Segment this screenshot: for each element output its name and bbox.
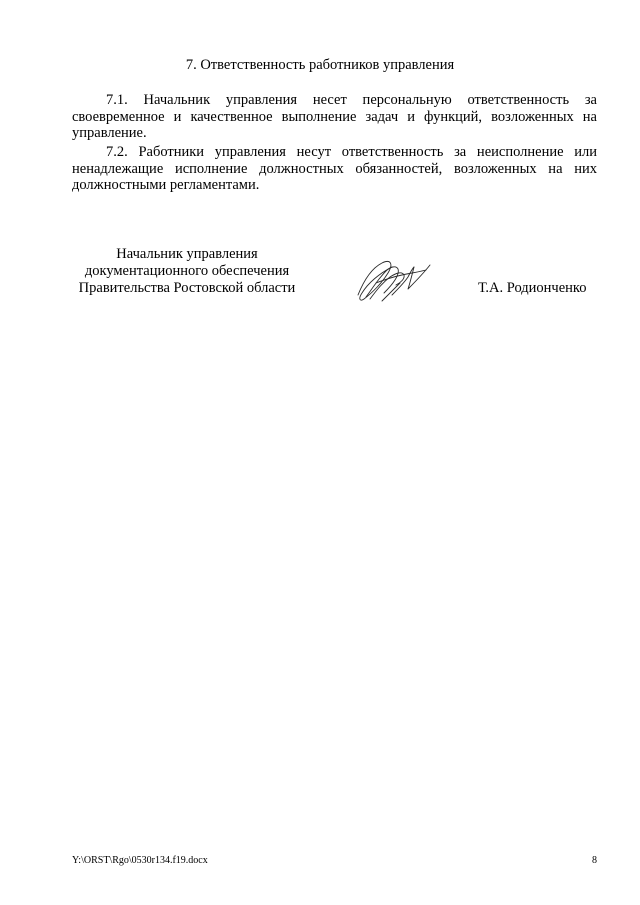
signer-name: Т.А. Родионченко <box>478 280 587 296</box>
position-line-2: документационного обеспечения <box>84 263 290 279</box>
section-heading: 7. Ответственность работников управления <box>185 57 455 73</box>
signer-position <box>62 246 312 297</box>
paragraph-7-2: 7.2. Работники управления несут ответственность за неисполнение или ненадлежащие исполнение должностных обязанностей, возложенных на них должностными регламентами. <box>72 144 597 193</box>
paragraph-7-1: 7.1. Начальник управления несет персональную ответственность за своевременное и качественное выполнение задач и функций, возложенных на управление. <box>72 92 597 141</box>
footer-file-path: Y:\ORST\Rgo\0530r134.f19.docx <box>72 855 208 866</box>
position-line-3: Правительства Ростовской области <box>78 280 296 296</box>
footer-page-number: 8 <box>592 855 597 866</box>
position-line-1: Начальник управления <box>116 246 258 262</box>
handwritten-signature <box>352 255 434 305</box>
